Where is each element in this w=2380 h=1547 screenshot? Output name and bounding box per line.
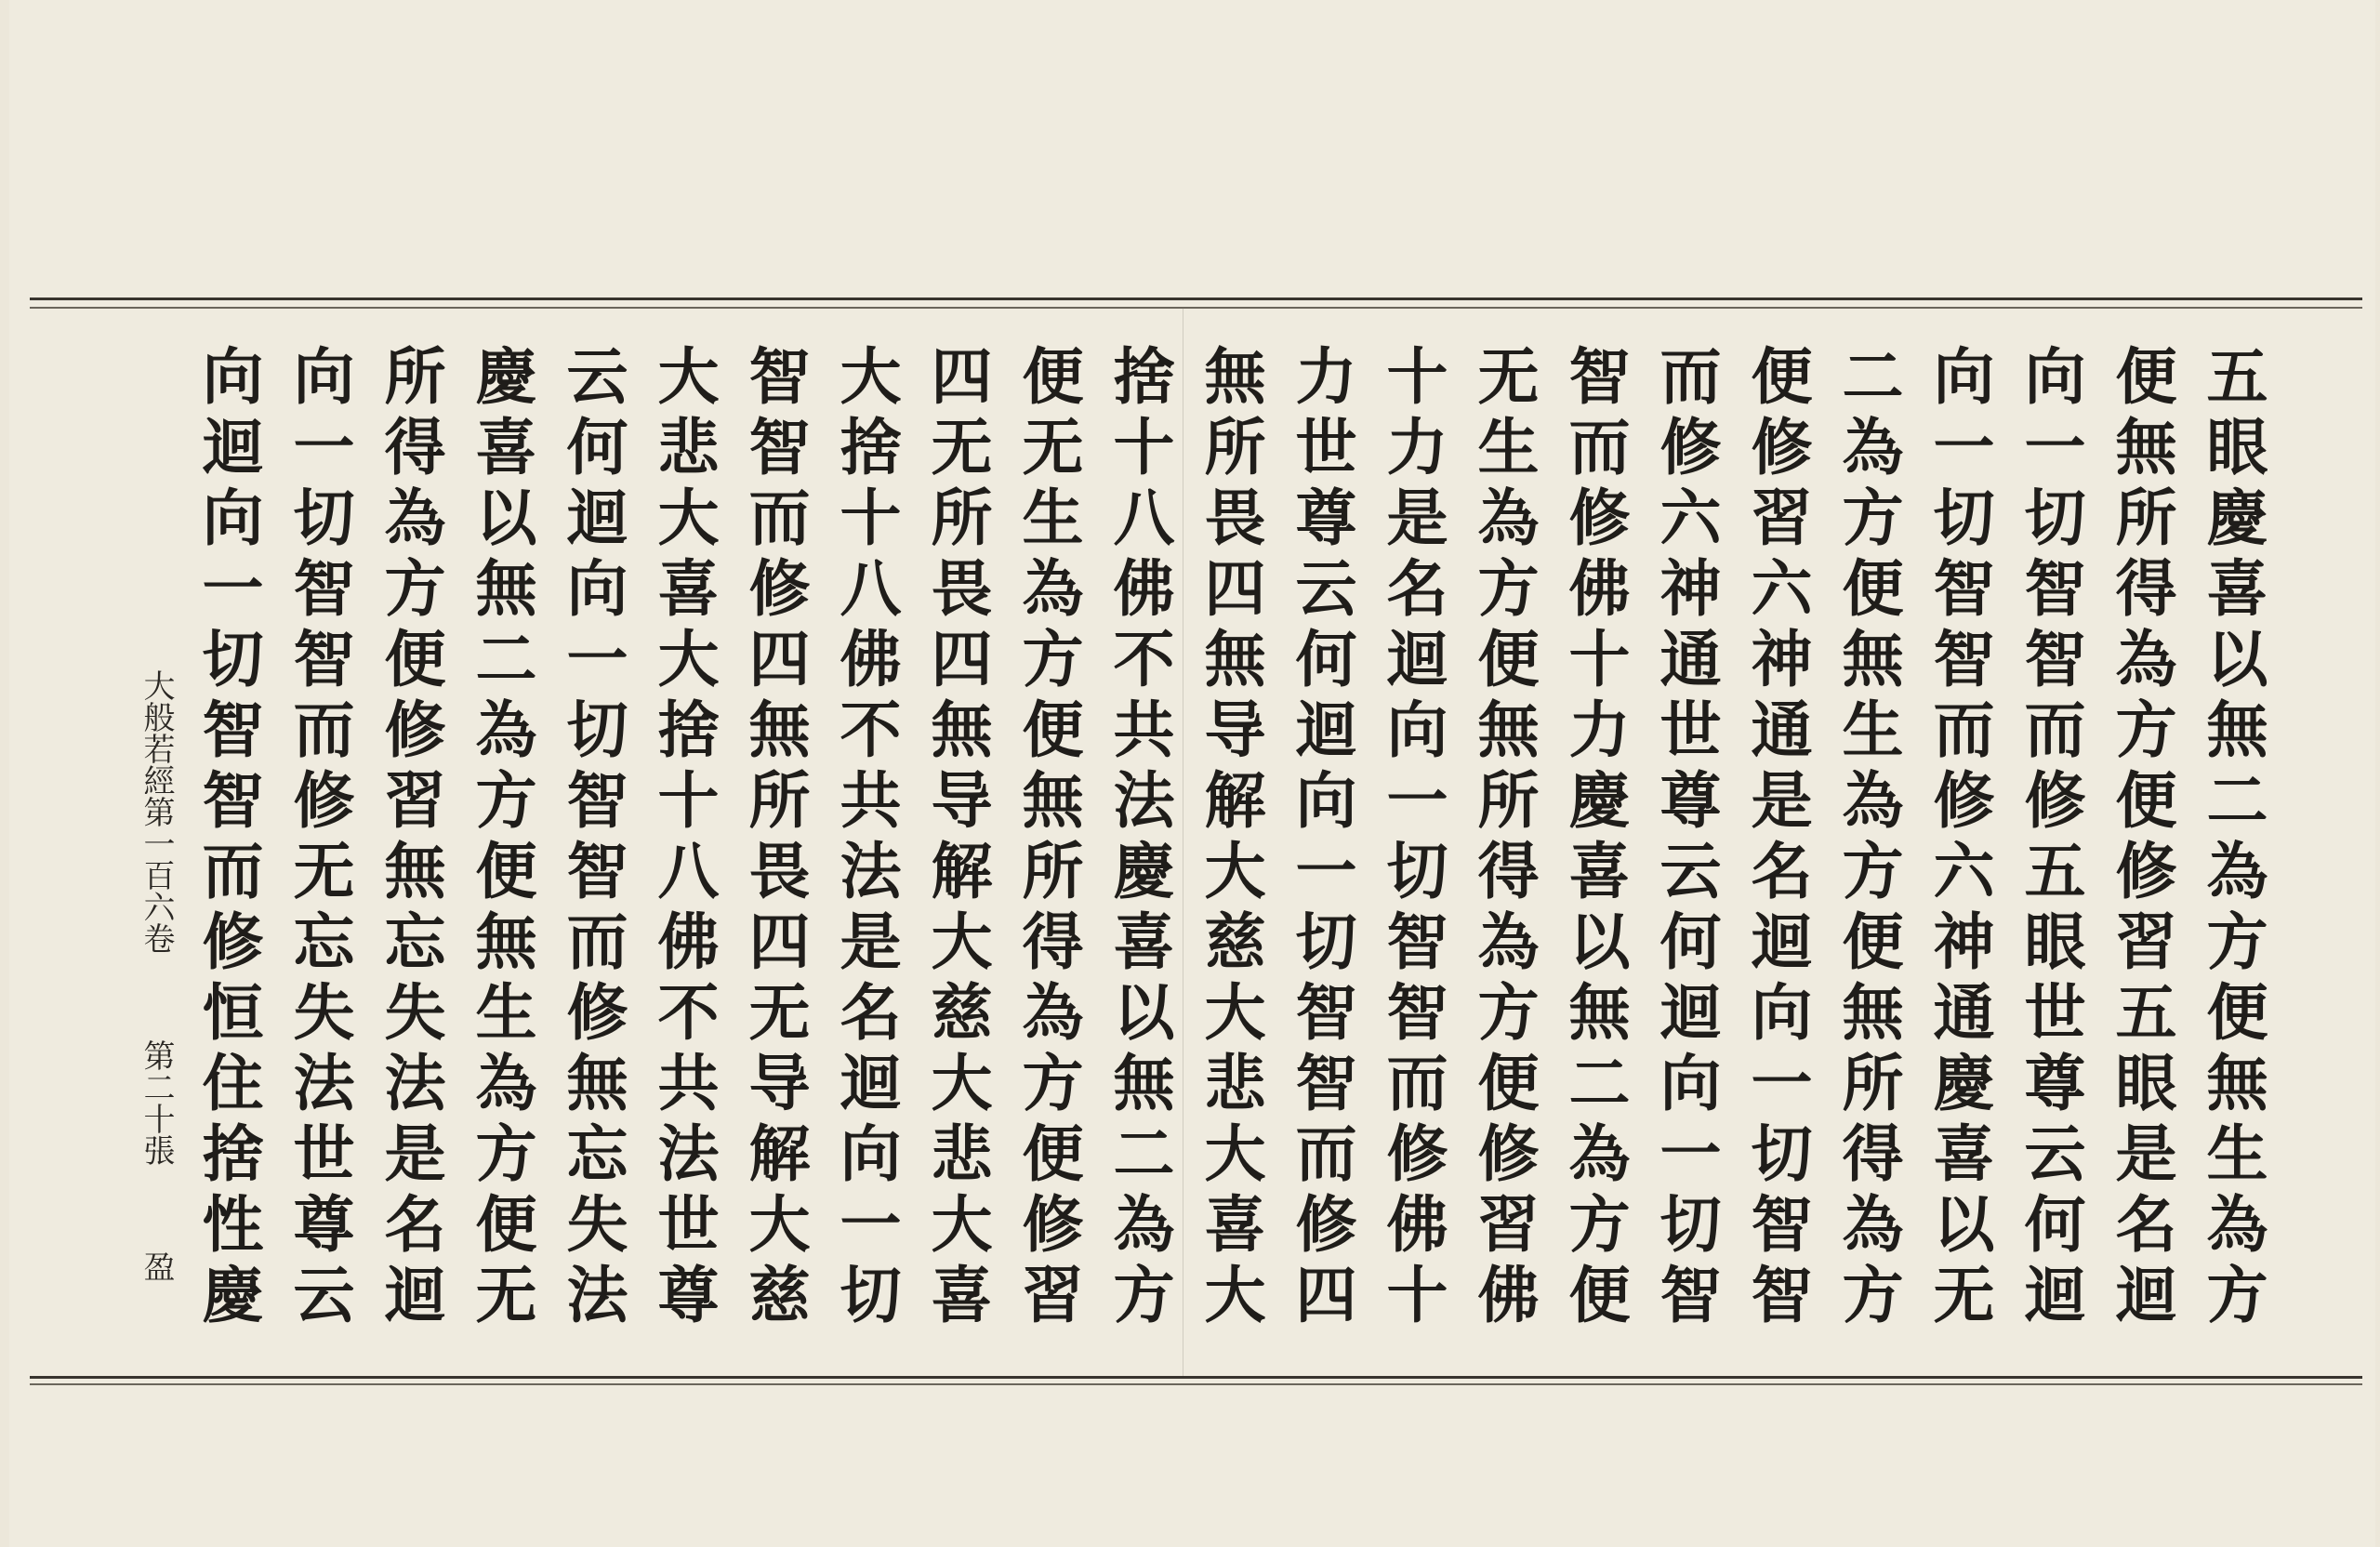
text-column: 二為方便無生為方便無所得為方 [1831, 344, 1904, 1333]
text-column: 力世尊云何迴向一切智智而修四 [1285, 344, 1357, 1333]
volume-title: 大般若經第一百六卷 [138, 669, 175, 954]
text-column: 四无所畏四無导解大慈大悲大喜 [920, 344, 993, 1333]
text-column: 大捨十八佛不共法是名迴向一切 [829, 344, 902, 1333]
document-page [9, 0, 2375, 1547]
text-column: 云何迴向一切智智而修無忘失法 [556, 344, 628, 1333]
volume-footer [100, 669, 175, 1357]
text-column: 无生為方便無所得為方便修習佛 [1467, 344, 1540, 1333]
text-column: 而修六神通世尊云何迴向一切智 [1649, 344, 1722, 1333]
text-column: 慶喜以無二為方便無生為方便无 [465, 344, 537, 1333]
text-column: 向迴向一切智智而修恒住捨性慶 [192, 344, 264, 1333]
text-column: 五眼慶喜以無二為方便無生為方 [2196, 344, 2268, 1333]
text-column: 大悲大喜大捨十八佛不共法世尊 [647, 344, 720, 1333]
text-column: 智而修佛十力慶喜以無二為方便 [1558, 344, 1631, 1333]
text-column: 向一切智智而修五眼世尊云何迴 [2014, 344, 2086, 1333]
text-column: 十力是名迴向一切智智而修佛十 [1376, 344, 1448, 1333]
bottom-border-rule [30, 1376, 2362, 1379]
case-mark: 盈 [138, 1250, 175, 1283]
bottom-border-inner-rule [30, 1383, 2362, 1385]
top-border-inner-rule [30, 307, 2362, 309]
text-column: 捨十八佛不共法慶喜以無二為方 [1103, 344, 1175, 1333]
page-number: 第二十張 [138, 1038, 175, 1166]
text-column: 便修習六神通是名迴向一切智智 [1740, 344, 1813, 1333]
text-column: 便无生為方便無所得為方便修習 [1012, 344, 1084, 1333]
text-column: 所得為方便修習無忘失法是名迴 [374, 344, 446, 1333]
sutra-text-block [102, 344, 2278, 1367]
text-column: 便無所得為方便修習五眼是名迴 [2105, 344, 2177, 1333]
top-border-rule [30, 298, 2362, 300]
text-column: 智智而修四無所畏四无导解大慈 [738, 344, 811, 1333]
text-column: 向一切智智而修无忘失法世尊云 [283, 344, 355, 1333]
text-column: 向一切智智而修六神通慶喜以无 [1923, 344, 1995, 1333]
text-column: 無所畏四無导解大慈大悲大喜大 [1194, 344, 1266, 1333]
